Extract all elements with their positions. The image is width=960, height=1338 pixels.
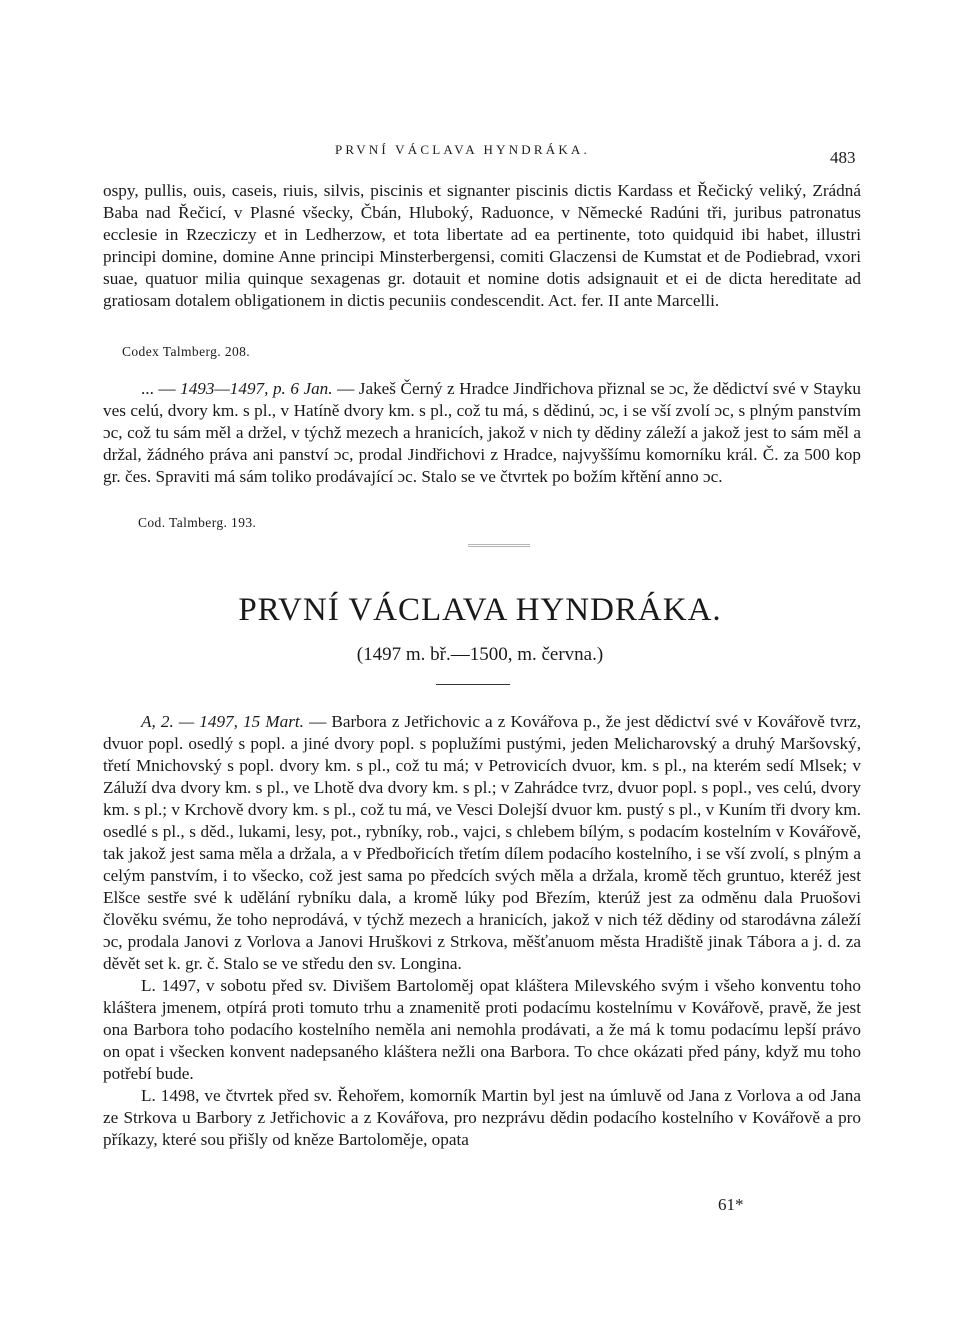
section-rule	[436, 684, 510, 685]
divider-ornament	[468, 543, 530, 547]
entry-date: 1493—1497, p. 6 Jan.	[180, 379, 333, 398]
entry-body: — Barbora z Jetřichovic a z Kovářova p., že jest dědictví své v Kovářově tvrz, dvuor popl. osedlý s popl. a jiné dvory popl. s poplužími pustými, jeden Melicharovský a druhý Maršovský, třetí Mnichovský s popl. dvory km. s pl., což tu má; v Petrovicích dvuor, km. s pl., na kterém sedí Mlsek; v Záluží dva dvory km. s pl., ve Lhotě dva dvory km. s pl.; v Zahrádce tvrz, dvuor popl. s popl., ves celú, dvory km. s pl.; v Krchově dvory km. s pl., což tu má, ve Vesci Dolejší dvuor km. pustý s pl., v Kuním tři dvory km. osedlé s pl., s děd., lukami, lesy, pot., rybníky, rob., vajci, s chlebem bílým, s podacím kostelním v Kovářově, tak jakož jest sama měla a držala, a v Předbořicích třetím dílem podacího kostelního, i se vší zvolí, s plným a celým panstvím, i to všecko, což jest sama po předcích svých měla a držala, kromě těch gruntuo, kteréž jest Elšce sestře své k udělání rybníku dala, a kromě lúky pod Březím, kterúž jest za odměnu dala Pruošovi člověku svému, že toho neprodává, v týchž mezech a hranicích, jakož v nich též dědiny od starodávna záleží ɔc, prodala Janovi z Vorlova a Janovi Hruškovi z Strkova, měšťanuom města Hradiště jinak Tábora a j. d. za děvět set k. gr. č. Stalo se ve středu den sv. Longina.	[103, 712, 861, 973]
source-citation: Codex Talmberg. 208.	[122, 344, 251, 359]
entry-text	[103, 378, 861, 488]
entry-1493	[103, 378, 861, 488]
running-title: PRVNÍ VÁCLAVA HYNDRÁKA.	[335, 142, 590, 157]
page-number: 483	[830, 148, 856, 167]
entry-date-prefix: ... —	[141, 379, 181, 398]
entry-paragraph-3: L. 1498, ve čtvrtek před sv. Řehořem, komorník Martin byl jest na úmluvě od Jana z Vorlova a od Jana ze Strkova u Barbory z Jetřichovic a z Kovářova, pro nezprávu dědin podacího kostelního v Kovářově a pro příkazy, které sou přišly od kněze Bartoloměje, opata	[103, 1086, 861, 1149]
running-header	[0, 142, 960, 167]
section-title: PRVNÍ VÁCLAVA HYNDRÁKA.	[238, 592, 722, 628]
sheet-signature: 61*	[718, 1195, 744, 1214]
entry-date: A, 2. — 1497, 15 Mart.	[141, 712, 304, 731]
entry-a2	[103, 711, 861, 1151]
section-dates: (1497 m. bř.—1500, m. června.)	[356, 644, 604, 665]
entry-text: ospy, pullis, ouis, caseis, riuis, silvis, piscinis et signanter piscinis dictis Kardass et Řečický veliký, Zrádná Baba nad Řečicí, v Plasné všecky, Čbán, Hluboký, Raduonce, v Německé Radúni tři, juribus patronatus ecclesie in Rzecziczy et in Ledherzow, et tota libertate ad ea pertinente, toto quidquid ibi habet, illustri principi domine, domine Anne principi Minsterbergensi, comiti Glaczensi de Kumstat et de Podiebrad, vxori suae, quatuor milia quinque sexagenas gr. dotauit et nomine dotis adsignauit et ei de dicta hereditate ad gratiosam dotalem obligationem in dictis pecuniis condescendit. Act. fer. II ante Marcelli.	[103, 181, 861, 310]
continued-entry	[103, 180, 861, 312]
entry-body: — Jakeš Černý z Hradce Jindřichova přiznal se ɔc, že dědictví své v Stayku ves celú, dvory km. s pl., v Hatíně dvory km. s pl., což tu má, s dědinú, ɔc, i se vší zvolí ɔc, s plným panstvím ɔc, což tu sám měl a držel, v týchž mezech a hranicích, jakož v nich ty dědiny záleží a jakož jest to sám měl a držal, žádného práva ani panství ɔc, prodal Jindřichovi z Hradce, najvyššímu komorníku král. Č. za 500 kop gr. čes. Spraviti má sám toliko prodávající ɔc. Stalo se ve čtvrtek po božím křtění anno ɔc.	[103, 379, 861, 486]
source-citation: Cod. Talmberg. 193.	[138, 515, 257, 530]
entry-paragraph-1	[103, 711, 861, 975]
entry-paragraph-2: L. 1497, v sobotu před sv. Divišem Bartoloměj opat kláštera Milevského svým i všeho konventu toho kláštera jmenem, otpírá proti tomuto trhu a znamenitě proti podacímu kostelnímu v Kovářově, pravě, že jest ona Barbora toho podacího kostelního neměla ani nemohla prodávati, a že má k tomu podacímu lepší právo on opat i všecken konvent nadepsaného kláštera nežli ona Barbora. To chce okázati před pány, když mu toho potřebí bude.	[103, 976, 861, 1083]
